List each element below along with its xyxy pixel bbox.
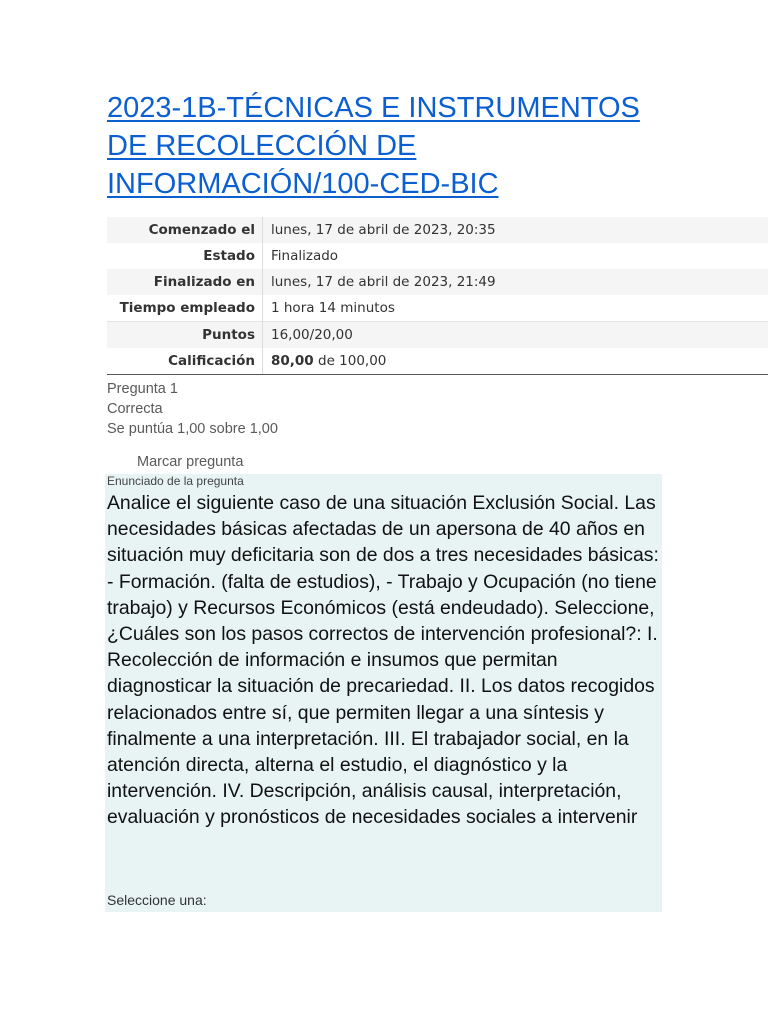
grade-max: de 100,00 — [313, 353, 387, 369]
summary-value: lunes, 17 de abril de 2023, 21:49 — [271, 274, 496, 290]
summary-value: 1 hora 14 minutos — [271, 300, 395, 316]
summary-row-time-taken — [107, 295, 768, 322]
question-grade: Se puntúa 1,00 sobre 1,00 — [107, 421, 278, 437]
summary-label: Calificación — [107, 348, 263, 375]
summary-label: Estado — [107, 243, 263, 269]
summary-label: Finalizado en — [107, 269, 263, 295]
question-text: Analice el siguiente caso de una situación Exclusión Social. Las necesidades básicas afectadas de un apersona de 40 años en situación muy deficitaria son de dos a tres necesidades básicas: - Formación. (falta de estudios), - Trabajo y Ocupación (no tiene trabajo) y Recursos Económicos (está endeudado). Seleccione, ¿Cuáles son los pasos correctos de intervención profesional?: I. Recolección de información e insumos que permitan diagnosticar la situación de precariedad. II. Los datos recogidos relacionados entre sí, que permiten llegar a una síntesis y finalmente a una interpretación. III. El trabajador social, en la atención directa, alterna el estudio, el diagnóstico y la intervención. IV. Descripción, análisis causal, interpretación, evaluación y pronósticos de necesidades sociales a intervenir — [107, 492, 659, 829]
summary-row-finished — [107, 269, 768, 295]
summary-value: lunes, 17 de abril de 2023, 20:35 — [271, 222, 496, 238]
summary-label: Comenzado el — [107, 217, 263, 243]
question-info — [107, 379, 278, 439]
attempt-summary-table — [107, 217, 768, 375]
course-title-link[interactable]: 2023-1B-TÉCNICAS E INSTRUMENTOS DE RECOLECCIÓN DE INFORMACIÓN/100-CED-BIC — [107, 92, 640, 200]
grade-score: 80,00 — [271, 353, 314, 369]
summary-label: Tiempo empleado — [107, 295, 263, 322]
summary-row-grade — [107, 348, 768, 375]
flag-question-link[interactable]: Marcar pregunta — [137, 454, 244, 470]
summary-row-state — [107, 243, 768, 269]
question-number: Pregunta 1 — [107, 381, 178, 397]
question-text-caption: Enunciado de la pregunta — [107, 474, 244, 488]
summary-row-points — [107, 322, 768, 349]
question-text-box — [105, 474, 662, 912]
summary-value: Finalizado — [271, 248, 339, 264]
summary-value — [263, 348, 768, 375]
question-state: Correcta — [107, 401, 163, 417]
summary-label: Puntos — [107, 322, 263, 349]
summary-value: 16,00/20,00 — [263, 322, 768, 349]
select-prompt: Seleccione una: — [107, 892, 207, 908]
summary-row-started — [107, 217, 768, 243]
